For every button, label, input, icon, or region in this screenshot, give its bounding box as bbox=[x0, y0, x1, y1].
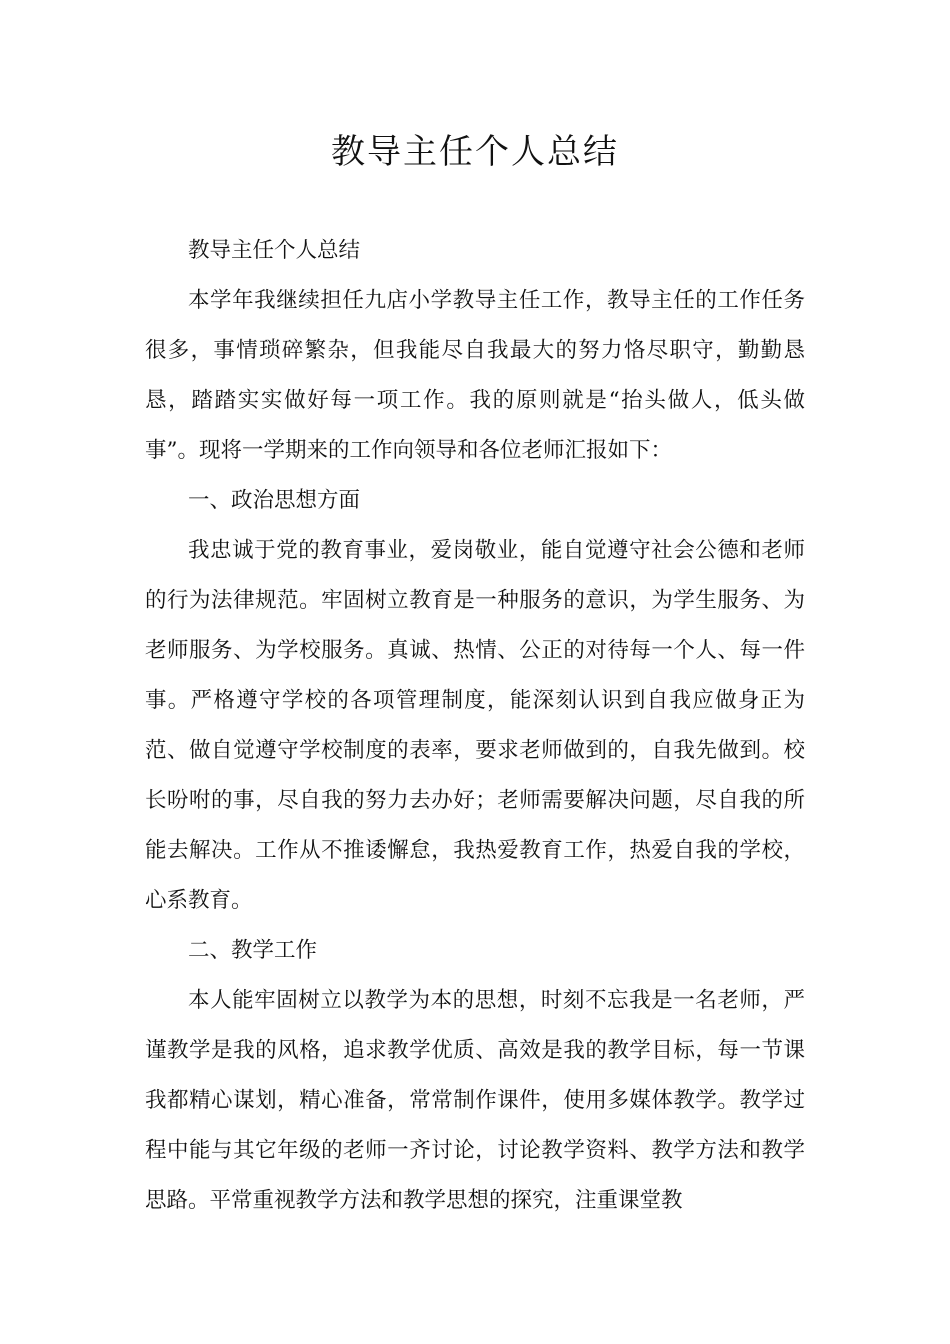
paragraph-teaching: 本人能牢固树立以教学为本的思想，时刻不忘我是一名老师，严谨教学是我的风格，追求教学优质、高效是我的教学目标，每一节课我都精心谋划，精心准备，常常制作课件，使用多媒体教学。教学过程中能与其它年级的老师一齐讨论，讨论教学资料、教学方法和教学思路。平常重视教学方法和教学思想的探究，注重课堂教 bbox=[145, 988, 805, 1213]
section-heading-politics: 一、政治思想方面 bbox=[188, 488, 361, 513]
paragraph-politics: 我忠诚于党的教育事业，爱岗敬业，能自觉遵守社会公德和老师的行为法律规范。牢固树立教育是一种服务的意识，为学生服务、为老师服务、为学校服务。真诚、热情、公正的对待每一个人、每一件事。严格遵守学校的各项管理制度，能深刻认识到自我应做身正为范、做自觉遵守学校制度的表率，要求老师做到的，自我先做到。校长吩咐的事，尽自我的努力去办好；老师需要解决问题，尽自我的所能去解决。工作从不推诿懈怠，我热爱教育工作，热爱自我的学校，心系教育。 bbox=[145, 538, 805, 913]
document-title: 教导主任个人总结 bbox=[331, 132, 619, 172]
paragraph-intro: 本学年我继续担任九店小学教导主任工作，教导主任的工作任务很多，事情琐碎繁杂，但我能尽自我最大的努力恪尽职守，勤勤恳恳，踏踏实实做好每一项工作。我的原则就是“抬头做人，低头做事”。现将一学期来的工作向领导和各位老师汇报如下： bbox=[145, 288, 805, 463]
document-body bbox=[145, 226, 805, 1226]
section-heading-teaching: 二、教学工作 bbox=[188, 938, 318, 963]
paragraph-subtitle: 教导主任个人总结 bbox=[188, 238, 361, 263]
